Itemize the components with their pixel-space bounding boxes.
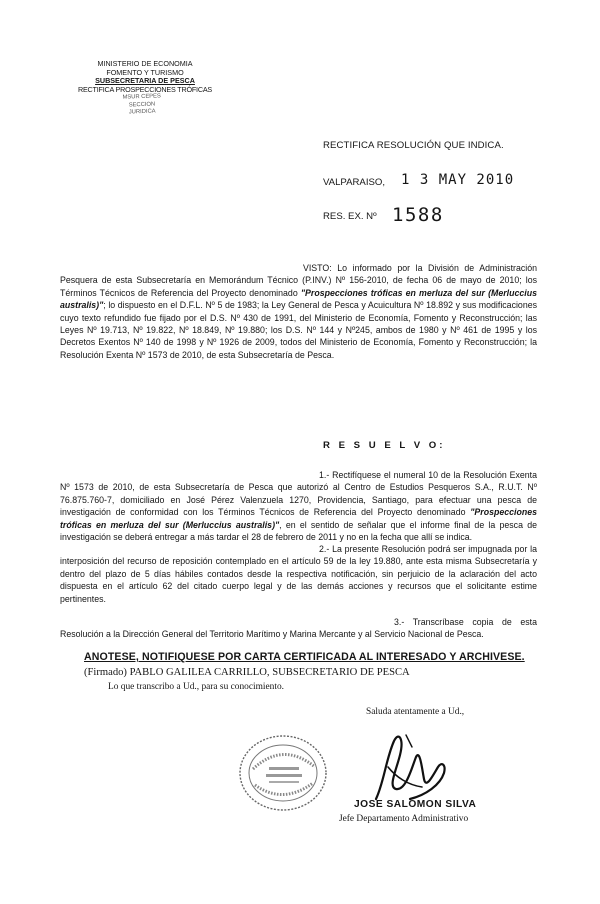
document-title: RECTIFICA RESOLUCIÓN QUE INDICA. [323, 140, 504, 151]
firmado-line: (Firmado) PABLO GALILEA CARRILLO, SUBSECRETARIO DE PESCA [84, 667, 410, 678]
subsecretaria-line: SUBSECRETARIA DE PESCA [95, 76, 195, 86]
reference-line: RECTIFICA PROSPECCIONES TRÓFICAS [77, 84, 213, 94]
signer-name: JOSE SALOMON SILVA [354, 799, 477, 810]
official-seal-icon [233, 731, 339, 815]
visto-text-b: ; lo dispuesto en el D.F.L. Nº 5 de 1983; la Ley General de Pesca y Acuicultura Nº 18.892 y sus modificaciones cuyo texto refundido fue fijado por el D.S. Nº 430 de 1991, del Ministerio de Economía, Fomento y Reconstrucción; las Leyes Nº 19.713, Nº 19.822, Nº 18.849, Nº 19.880; los D.S. Nº 144 y Nº245, ambos de 1980 y Nº 461 de 1995 y los Decretos Exentos Nº 140 de 1998 y Nº 1926 de 2009, todos del Ministerio de Economía, Fomento y Reconstrucción; la Resolución Exenta Nº 1573 de 2010, de esta Subsecretaría de Pesca. [60, 300, 537, 360]
juridica-stamp-line: JURIDICA [128, 108, 156, 116]
visto-text-a: Lo informado por la División de Administración Pesquera de esta Subsecretaría en Memorándum Técnico (P.INV.) Nº 156-2010, de fecha 06 de mayo de 2010; los Términos Técnicos de Referencia del Proyecto denominado [60, 263, 537, 298]
resolution-number: 1588 [392, 204, 444, 226]
resuelvo-heading: R E S U E L V O: [323, 440, 446, 451]
juridica-stamp-line: MSUR CEPES [122, 93, 161, 101]
date-stamp: 1 3 MAY 2010 [401, 172, 515, 188]
signature-icon [366, 727, 452, 807]
resolution-item-1 [60, 469, 537, 543]
anotese-line: ANOTESE, NOTIFIQUESE POR CARTA CERTIFICADA AL INTERESADO Y ARCHIVESE. [84, 651, 525, 663]
signer-title: Jefe Departamento Administrativo [339, 814, 469, 824]
item1-text-a: 1.- Rectifíquese el numeral 10 de la Resolución Exenta Nº 1573 de 2010, de esta Subsecretaría de Pesca que autorizó al Centro de Estudios Pesqueros S.A., R.U.T. Nº 76.875.760-7, domiciliado en José Pérez Valenzuela 1270, Providencia, Santiago, para efectuar una pesca de investigación de conformidad con los Términos Técnicos de Referencia del Proyecto denominado [60, 470, 537, 518]
item1-text-b: , en el sentido de señalar que el informe final de la pesca de investigación se deberá entregar a más tardar el 28 de febrero de 2011 y no en la fecha que allí se indica. [60, 519, 537, 543]
ministry-subline: FOMENTO Y TURISMO [106, 67, 184, 77]
juridica-stamp-line: SECCION [128, 101, 156, 108]
item1-project-name: "Prospecciones tróficas en merluza del sur (Merluccius australis)" [60, 507, 538, 530]
resolution-item-3: 3.- Transcríbase copia de esta Resolución a la Dirección General del Territorio Marítimo y Marina Mercante y al Servicio Nacional de Pesca. [60, 617, 537, 640]
transcribo-line: Lo que transcribo a Ud., para su conocimiento. [108, 682, 284, 692]
resolution-label: RES. EX. Nº [323, 211, 377, 222]
visto-paragraph [60, 262, 537, 361]
juridica-stamp [110, 93, 175, 118]
resolution-item-2: 2.- La presente Resolución podrá ser impugnada por la interposición del recurso de reposición contemplado en el artículo 59 de la ley 19.880, ante esta misma Subsecretaría y dentro del plazo de 5 días hábiles contados desde la respectiva notificación, sin perjuicio de la aclaración del acto dispuesta en el artículo 62 del citado cuerpo legal y de las demás acciones y recursos que el solicitante estime pertinentes. [60, 544, 537, 604]
saluda-line: Saluda atentamente a Ud., [366, 707, 465, 717]
letterhead [60, 60, 230, 94]
visto-project-name: "Prospecciones tróficas en merluza del sur (Merluccius australis)" [60, 287, 537, 311]
visto-label: VISTO: [303, 263, 332, 273]
place-label: VALPARAISO, [323, 177, 386, 188]
ministry-line: MINISTERIO DE ECONOMIA [97, 59, 193, 68]
